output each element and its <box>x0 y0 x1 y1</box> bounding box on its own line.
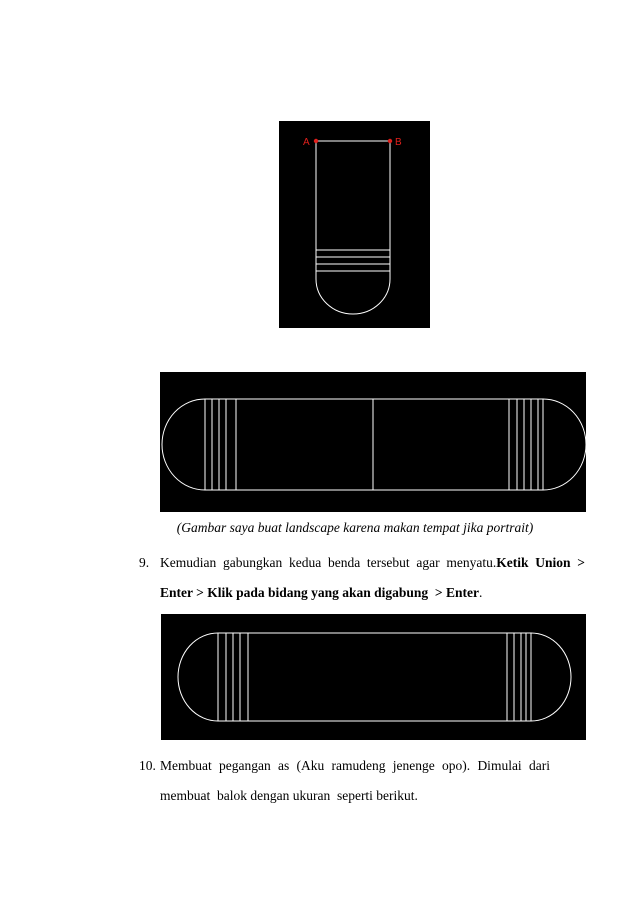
step-10-word: Dimulai <box>477 758 522 773</box>
step-10-line-2: membuat balok dengan ukuran seperti berikut. <box>160 788 418 803</box>
step-9-line-1-bold: Ketik Union > <box>496 555 585 570</box>
step-10-word: jenenge <box>392 758 435 773</box>
step-9-line-1-text: Kemudian gabungkan kedua benda tersebut agar menyatu. <box>160 555 497 570</box>
step-10-word: dari <box>528 758 550 773</box>
step-10-word: opo). <box>442 758 471 773</box>
point-a-marker <box>314 139 318 143</box>
figure-caption: (Gambar saya buat landscape karena makan tempat jika portrait) <box>176 520 534 535</box>
step-9-line-2 <box>160 583 482 603</box>
step-9 <box>139 553 585 603</box>
cad-figure-landscape-before-union <box>160 372 586 512</box>
point-b-marker <box>388 139 392 143</box>
step-10-word: ramudeng <box>331 758 386 773</box>
step-10-number: 10. <box>139 758 156 773</box>
step-9-number: 9. <box>139 555 150 570</box>
step-9-line-1 <box>160 553 585 573</box>
step-10-word: Membuat <box>160 758 212 773</box>
step-10-line-1 <box>160 756 550 776</box>
step-10-word: (Aku <box>296 758 325 773</box>
point-a-label: A <box>303 137 310 148</box>
step-9-line-2-bold: Enter > Klik pada bidang yang akan digabung > Enter <box>160 585 479 600</box>
step-10-word: pegangan <box>219 758 271 773</box>
cad-figure-vertical-shape <box>279 121 430 328</box>
cad-figure-landscape-after-union <box>161 614 586 740</box>
step-10 <box>139 756 559 806</box>
step-9-line-2-end: . <box>478 585 483 600</box>
point-b-label: B <box>395 137 402 148</box>
step-10-word: as <box>278 758 290 773</box>
